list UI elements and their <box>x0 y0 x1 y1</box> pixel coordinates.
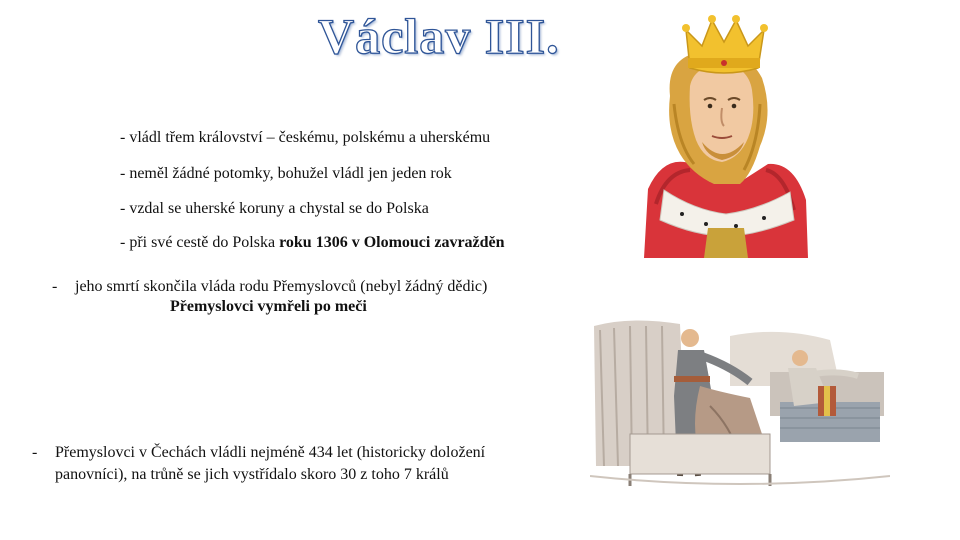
final-dash: - <box>32 444 38 461</box>
dynasty-dash: - <box>52 278 58 295</box>
dynasty-note-line2: Přemyslovci vymřeli po meči <box>170 298 367 315</box>
bullet-no-heirs: - neměl žádné potomky, bohužel vládl jen jeden rok <box>120 165 452 182</box>
king-portrait-image <box>644 14 808 258</box>
final-note-line1: Přemyslovci v Čechách vládli nejméně 434 let (historicky doložení <box>55 444 486 461</box>
bullet-murder-bold: roku 1306 v Olomouci zavražděn <box>279 234 505 251</box>
bullet-hungarian-crown: - vzdal se uherské koruny a chystal se do Polska <box>120 200 429 217</box>
king-portrait-icon <box>644 14 808 258</box>
murder-scene-image <box>590 316 890 496</box>
bullet-murder-plain: - při své cestě do Polska <box>120 234 280 251</box>
murder-scene-illustration-icon <box>590 316 890 496</box>
bullet-kingdoms: - vládl třem království – českému, polskému a uherskému <box>120 129 491 146</box>
dynasty-note-line1: jeho smrtí skončila vláda rodu Přemyslovců (nebyl žádný dědic) <box>75 278 488 295</box>
slide-title: Václav III. <box>318 8 560 64</box>
final-note-line2: panovníci), na trůně se jich vystřídalo skoro 30 z toho 7 králů <box>55 466 449 483</box>
bullet-murder <box>120 233 505 253</box>
